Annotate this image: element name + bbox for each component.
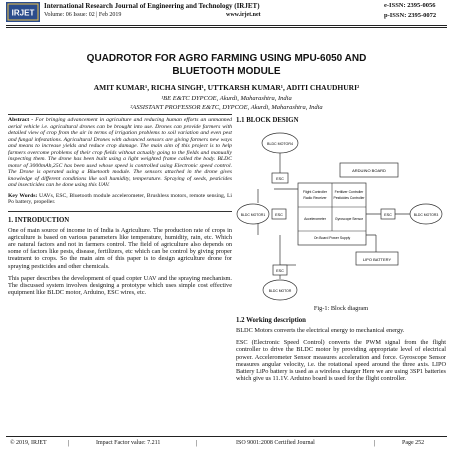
esc-bottom-label: ESC bbox=[276, 269, 284, 273]
footer-page-number: Page 252 bbox=[402, 440, 425, 446]
esc-left-label: ESC bbox=[275, 213, 283, 217]
introduction-paragraph-2: This paper describes the development of quad copter UAV and the spraying mechanism. The discussed system involves designing a prototype which uses simple cost effective equipment like BLDC motor, Arduino, ESC wires, etc. bbox=[8, 274, 232, 297]
introduction-paragraph-1: One of main source of income in of India is Agriculture. The production rate of crops in agriculture is based on various parameters like temperature, humidity, rain, etc. Which are natural factors and not in farmers control. The field of agriculture also depends on some of factors like pests, disease, fertilizers, etc which can be control by giving proper treatment to crops. So the main aim of this paper is to design agriculture drone for spraying pesticides and other chemicals. bbox=[8, 226, 232, 270]
paper-title-line-2: BLUETOOTH MODULE bbox=[172, 66, 281, 77]
header-rule-2 bbox=[6, 27, 447, 28]
footer-separator: | bbox=[196, 439, 198, 447]
journal-volume: Volume: 06 Issue: 02 | Feb 2019 bbox=[44, 12, 122, 18]
affiliation-1: ¹BE E&TC DYPCOE, Akurdi, Maharashtra, India bbox=[161, 95, 292, 102]
eissn: e-ISSN: 2395-0056 bbox=[384, 2, 436, 9]
affiliation-2: ²ASSISTANT PROFESSOR E&TC, DYPCOE, Akurdi, Maharashtra, India bbox=[130, 104, 323, 111]
journal-header bbox=[0, 0, 453, 26]
abstract-top-rule bbox=[8, 114, 232, 115]
footer-impact-factor: Impact Factor value: 7.211 bbox=[96, 440, 161, 446]
footer-iso: ISO 9001:2008 Certified Journal bbox=[236, 440, 315, 446]
keywords-text: UAVs, ESC, Bluetooth module accelerometer, Brushless motors, remote sensing, Li Po battery, propeller. bbox=[8, 192, 233, 205]
figure-caption: Fig-1: Block diagram bbox=[313, 305, 369, 312]
footer-separator: | bbox=[374, 439, 376, 447]
abstract bbox=[8, 117, 232, 189]
block-diagram bbox=[236, 127, 446, 303]
flight-controller-label: Flight Controller bbox=[303, 190, 327, 194]
footer-rule bbox=[6, 436, 447, 437]
block-design-heading: 1.1 BLOCK DESIGN bbox=[236, 117, 299, 124]
pesticides-controller-label: Pesticides Controller bbox=[333, 196, 365, 200]
paper-authors: AMIT KUMAR¹, RICHA SINGH¹, UTTKARSH KUMAR¹, ADITI CHAUDHURI² bbox=[93, 83, 360, 92]
gyroscope-sensor-label: Gyroscope Sensor bbox=[334, 217, 364, 221]
header-rule bbox=[6, 25, 447, 26]
abstract-label: Abstract - bbox=[8, 117, 34, 123]
bldc-motor-4-label: BLDC MOTOR4 bbox=[267, 142, 293, 146]
lipo-battery-label: LIPO BATTERY bbox=[362, 257, 392, 262]
footer-separator: | bbox=[68, 439, 70, 447]
esc-top-label: ESC bbox=[276, 177, 284, 181]
working-paragraph-1: BLDC Motors converts the electrical energy to mechanical energy. bbox=[236, 327, 405, 334]
journal-website-link[interactable]: www.irjet.net bbox=[226, 12, 261, 18]
footer-copyright: © 2019, IRJET bbox=[10, 440, 47, 446]
left-column bbox=[8, 117, 232, 301]
abstract-text: For bringing advancement in agriculture and reducing human efforts an unmanned aerial vehicle i.e. agricultural drones can be brought into use. Drones can provide farmers with detailed view of crop from the air in terms of irrigation problems to soil variation and even pest and fungal infestations. Agricultural Drones with advanced sensors are giving farmers new ways and means to increase yields and reduce crop damage. The main aim of this project is to help farmers overcome problems of their crop fields without actually going to the fields and manually inspecting them. The drone has been built using a light weighted frame called the body. BLDC motor of 3000mAh,25C has been used whose speed is controlled using Electronic speed control. The Drone is operated using a Bluetooth module. The sensors attached in the drone gives knowledge of different conditions like soil humidity, temperature. Spraying of seeds, pesticides and insecticides can be done using this UAV. bbox=[8, 117, 233, 188]
keywords bbox=[8, 193, 232, 206]
pissn: p-ISSN: 2395-0072 bbox=[384, 12, 437, 19]
journal-logo bbox=[6, 2, 40, 22]
bldc-motor-1-label: BLDC MOTOR1 bbox=[240, 213, 266, 217]
page-footer bbox=[6, 436, 447, 450]
working-paragraph-2: ESC (Electronic Speed Control) converts the PWM signal from the flight controller to drive the BLDC motor by providing appropriate level of electrical power. Accelerometer Sensor measures acceleration and force. Gyroscope Sensor measures angular velocity, i.e. the rotational speed around the three axis. LIPO Battery LiPo battery is used as a wireless charger Here we are using 3SP1 batteries which give us 11.1V. Arduino board is used for the flight controller. bbox=[236, 339, 446, 383]
introduction-heading: 1. INTRODUCTION bbox=[8, 216, 70, 224]
radio-receiver-label: Radio Receiver bbox=[303, 196, 327, 200]
fertilizer-controller-label: Fertilizer Controller bbox=[334, 190, 364, 194]
power-supply-label: On Board Power Supply bbox=[313, 236, 351, 240]
journal-title: International Research Journal of Engineering and Technology (IRJET) bbox=[44, 2, 260, 10]
working-description-heading: 1.2 Working description bbox=[236, 317, 306, 324]
keywords-label: Key Words: bbox=[8, 192, 38, 199]
right-column bbox=[236, 117, 446, 387]
paper-title-line-1: QUADROTOR FOR AGRO FARMING USING MPU-6050 AND bbox=[86, 53, 367, 64]
bldc-motor-bottom-label: BLDC MOTOR bbox=[268, 289, 292, 293]
logo-text: IRJET bbox=[11, 8, 35, 18]
esc-right-label: ESC bbox=[384, 213, 392, 217]
accelerometer-label: Accelerometer bbox=[304, 217, 326, 221]
arduino-board-label: ARDUINO BOARD bbox=[352, 168, 386, 173]
bldc-motor-3-label: BLDC MOTOR3 bbox=[413, 213, 439, 217]
paper-title bbox=[20, 52, 433, 78]
keywords-rule bbox=[8, 211, 232, 212]
